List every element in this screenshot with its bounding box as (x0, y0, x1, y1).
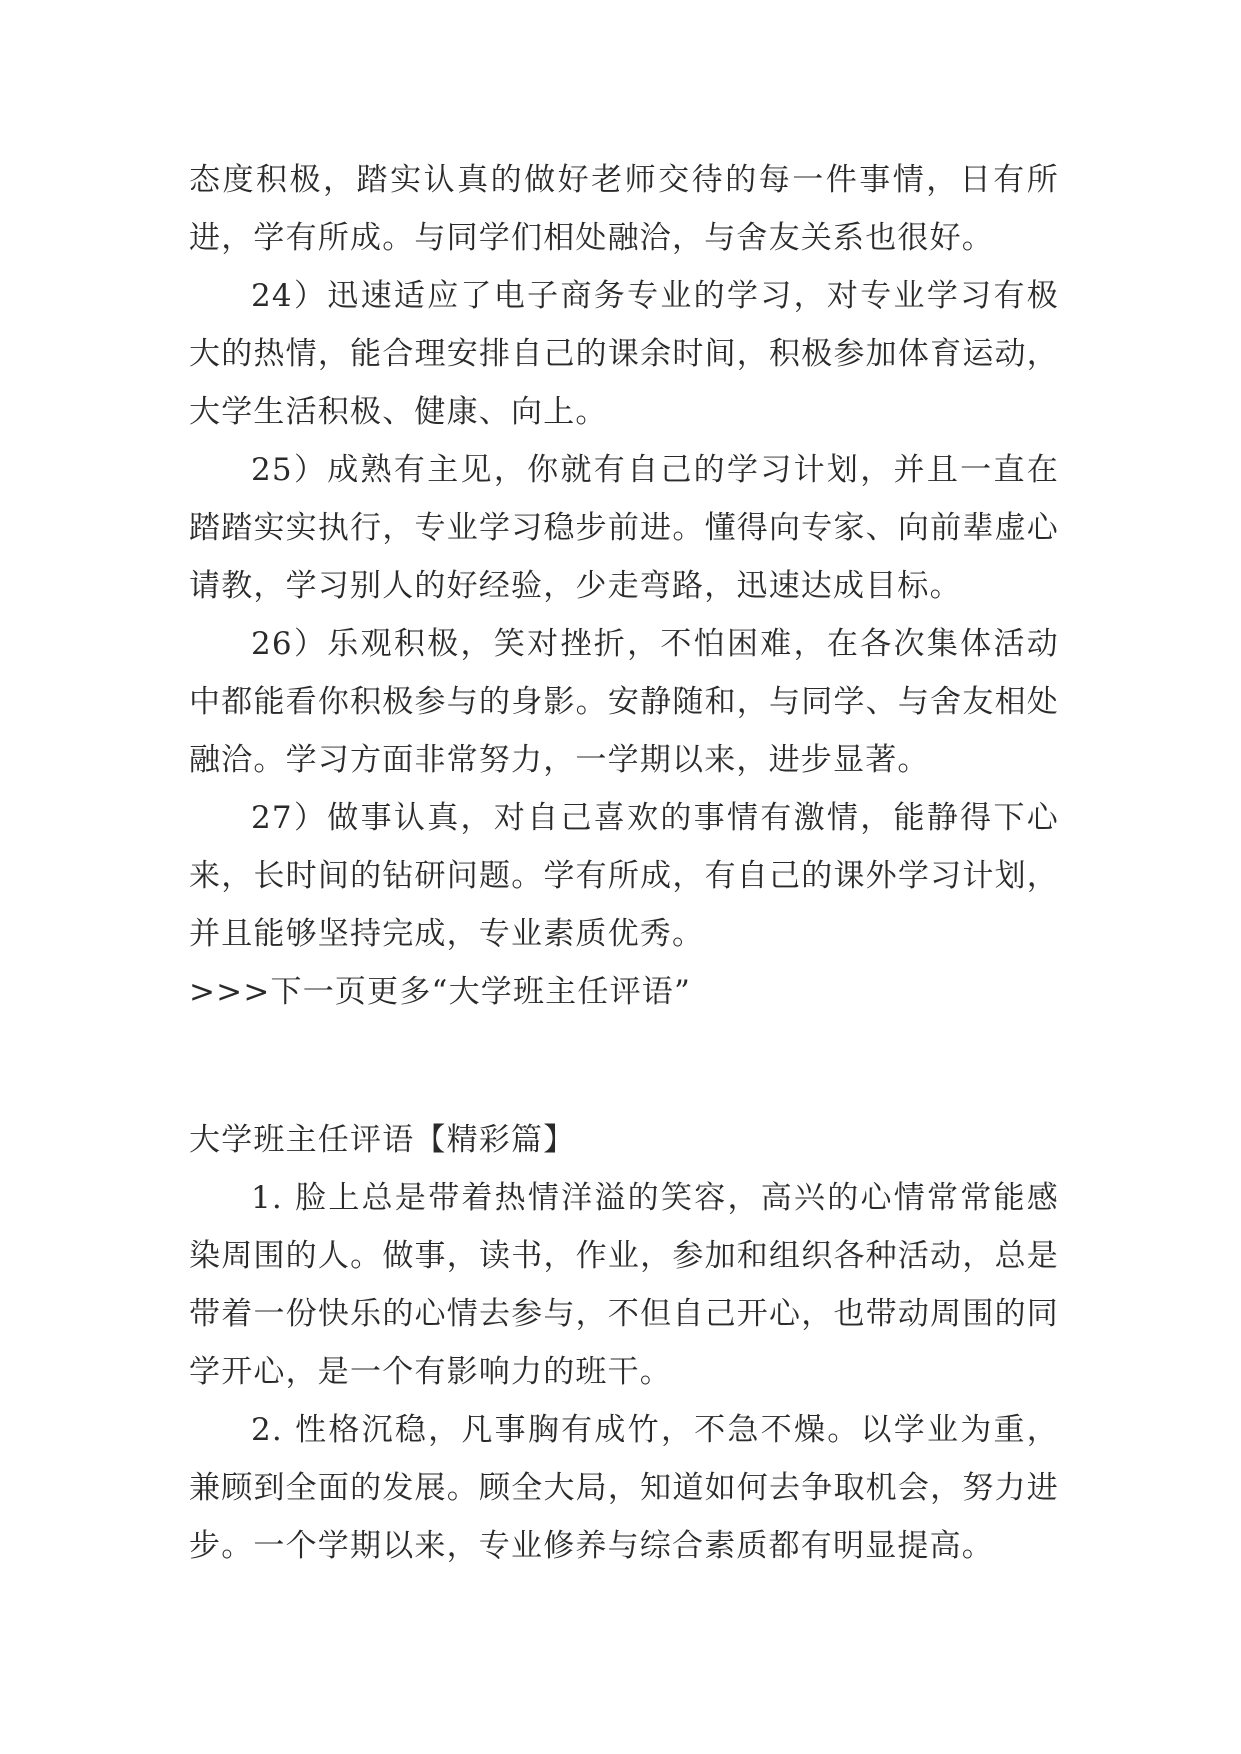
comment-item-25: 25）成熟有主见，你就有自己的学习计划，并且一直在踏踏实实执行，专业学习稳步前进。懂得向专家、向前辈虚心请教，学习别人的好经验，少走弯路，迅速达成目标。 (189, 452, 1059, 604)
comment-item-24: 24）迅速适应了电子商务专业的学习，对专业学习有极大的热情，能合理安排自己的课余时间，积极参加体育运动，大学生活积极、健康、向上。 (189, 278, 1059, 430)
comment-item-2: 2. 性格沉稳，凡事胸有成竹，不急不燥。以学业为重，兼顾到全面的发展。顾全大局，知道如何去争取机会，努力进步。一个学期以来，专业修养与综合素质都有明显提高。 (189, 1412, 1059, 1564)
comment-item-1: 1. 脸上总是带着热情洋溢的笑容，高兴的心情常常能感染周围的人。做事，读书，作业，参加和组织各种活动，总是带着一份快乐的心情去参与，不但自己开心，也带动周围的同学开心，是一个有影响力的班干。 (189, 1180, 1059, 1390)
document-body (189, 151, 1059, 1575)
section-spacer (189, 1021, 1059, 1111)
intro-paragraph: 态度积极，踏实认真的做好老师交待的每一件事情，日有所进，学有所成。与同学们相处融洽，与舍友关系也很好。 (189, 162, 1059, 256)
next-page-link[interactable]: >>>下一页更多“大学班主任评语” (189, 974, 692, 1010)
comment-item-27: 27）做事认真，对自己喜欢的事情有激情，能静得下心来，长时间的钻研问题。学有所成，有自己的课外学习计划，并且能够坚持完成，专业素质优秀。 (189, 800, 1059, 952)
section-heading: 大学班主任评语【精彩篇】 (189, 1122, 576, 1158)
comment-item-26: 26）乐观积极，笑对挫折，不怕困难，在各次集体活动中都能看你积极参与的身影。安静随和，与同学、与舍友相处融洽。学习方面非常努力，一学期以来，进步显著。 (189, 626, 1059, 778)
